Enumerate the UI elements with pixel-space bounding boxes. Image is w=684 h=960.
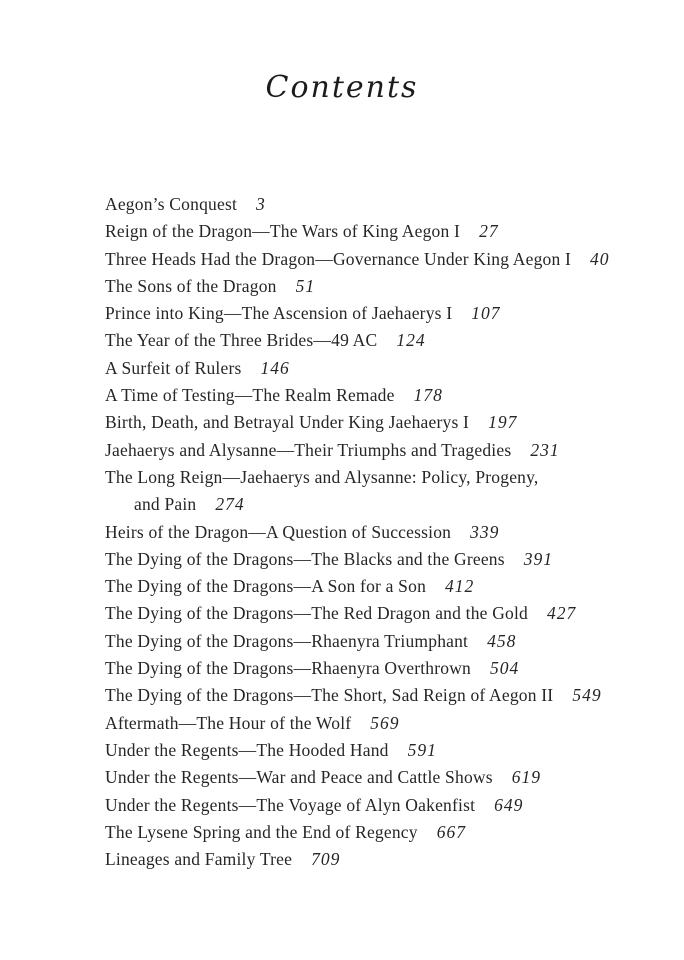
toc-entry[interactable] bbox=[105, 382, 644, 409]
toc-entry[interactable] bbox=[105, 682, 644, 709]
page-number: 427 bbox=[547, 603, 577, 624]
contents-title: Contents bbox=[265, 70, 419, 105]
chapter-title: The Sons of the Dragon bbox=[105, 275, 277, 296]
toc-entry[interactable] bbox=[105, 519, 644, 546]
toc-entry[interactable] bbox=[105, 437, 644, 464]
toc-entry[interactable] bbox=[105, 628, 644, 655]
toc-entry[interactable] bbox=[105, 464, 644, 519]
page-number: 51 bbox=[295, 275, 316, 296]
chapter-title: Jaehaerys and Alysanne—Their Triumphs and Tragedies bbox=[105, 439, 512, 460]
chapter-title: A Surfeit of Rulers bbox=[105, 357, 242, 378]
page-number: 391 bbox=[523, 548, 554, 569]
page-number: 667 bbox=[436, 821, 466, 842]
page-number: 339 bbox=[470, 521, 500, 542]
page-number: 197 bbox=[488, 412, 518, 433]
chapter-title-line2: and Pain bbox=[134, 494, 197, 515]
chapter-title: Aftermath—The Hour of the Wolf bbox=[105, 712, 352, 733]
chapter-title: Under the Regents—The Voyage of Alyn Oakenfist bbox=[105, 794, 476, 815]
toc-entry[interactable] bbox=[105, 600, 644, 627]
toc-entry[interactable] bbox=[105, 737, 644, 764]
page-number: 40 bbox=[590, 248, 610, 269]
page-number: 3 bbox=[256, 194, 266, 214]
chapter-title: The Dying of the Dragons—Rhaenyra Triumphant bbox=[105, 630, 469, 651]
chapter-title: Three Heads Had the Dragon—Governance Under King Aegon I bbox=[105, 248, 572, 269]
chapter-title: A Time of Testing—The Realm Remade bbox=[105, 385, 395, 406]
chapter-title: The Dying of the Dragons—The Short, Sad Reign of Aegon II bbox=[105, 685, 554, 706]
page-number: 124 bbox=[396, 330, 426, 351]
toc-entry[interactable] bbox=[105, 792, 644, 819]
page-number: 274 bbox=[215, 494, 245, 515]
chapter-title: The Dying of the Dragons—The Red Dragon and the Gold bbox=[105, 603, 529, 624]
page-number: 504 bbox=[490, 658, 520, 679]
toc-entry[interactable] bbox=[105, 710, 644, 737]
toc-entry[interactable] bbox=[105, 409, 644, 436]
toc-entry[interactable] bbox=[105, 246, 644, 273]
toc-entry[interactable] bbox=[105, 273, 644, 300]
page-number: 458 bbox=[487, 630, 517, 651]
toc-entry[interactable] bbox=[105, 819, 644, 846]
page-number: 107 bbox=[471, 303, 501, 324]
page-number: 27 bbox=[479, 221, 499, 242]
chapter-title: Prince into King—The Ascension of Jaehaerys I bbox=[105, 303, 453, 324]
chapter-title: The Year of the Three Brides—49 AC bbox=[105, 330, 378, 351]
toc-entry[interactable] bbox=[105, 655, 644, 682]
page-number: 709 bbox=[311, 849, 341, 870]
page-number: 178 bbox=[413, 385, 443, 406]
page-number: 569 bbox=[370, 712, 400, 733]
page-number: 591 bbox=[407, 739, 437, 760]
page-number: 549 bbox=[572, 685, 602, 706]
toc-entry[interactable] bbox=[105, 764, 644, 791]
chapter-title: The Dying of the Dragons—A Son for a Son bbox=[105, 576, 427, 597]
chapter-title: The Dying of the Dragons—The Blacks and the Greens bbox=[105, 548, 505, 569]
chapter-title: Under the Regents—War and Peace and Cattle Shows bbox=[105, 767, 493, 788]
chapter-title: The Lysene Spring and the End of Regency bbox=[105, 821, 418, 842]
chapter-title: Aegon’s Conquest bbox=[105, 194, 238, 214]
chapter-title: The Dying of the Dragons—Rhaenyra Overthrown bbox=[105, 658, 471, 679]
toc-entry[interactable] bbox=[105, 355, 644, 382]
toc-entry[interactable] bbox=[105, 218, 644, 245]
toc-list bbox=[105, 191, 644, 873]
toc-entry[interactable] bbox=[105, 300, 644, 327]
toc-entry[interactable] bbox=[105, 573, 644, 600]
page-number: 146 bbox=[260, 357, 290, 378]
chapter-title: Birth, Death, and Betrayal Under King Jaehaerys I bbox=[105, 412, 470, 433]
page-number: 412 bbox=[445, 576, 475, 597]
chapter-title: The Long Reign—Jaehaerys and Alysanne: Policy, Progeny, bbox=[105, 466, 539, 487]
toc-entry[interactable] bbox=[105, 846, 644, 873]
chapter-title: Under the Regents—The Hooded Hand bbox=[105, 739, 389, 760]
toc-entry[interactable] bbox=[105, 191, 644, 218]
toc-entry[interactable] bbox=[105, 546, 644, 573]
chapter-title: Reign of the Dragon—The Wars of King Aegon I bbox=[105, 221, 461, 242]
page-number: 231 bbox=[530, 439, 560, 460]
chapter-title: Heirs of the Dragon—A Question of Succession bbox=[105, 521, 452, 542]
page-number: 619 bbox=[511, 767, 541, 788]
toc-entry[interactable] bbox=[105, 327, 644, 354]
chapter-title-continuation bbox=[105, 491, 644, 518]
page-number: 649 bbox=[494, 794, 524, 815]
chapter-title: Lineages and Family Tree bbox=[105, 849, 293, 870]
